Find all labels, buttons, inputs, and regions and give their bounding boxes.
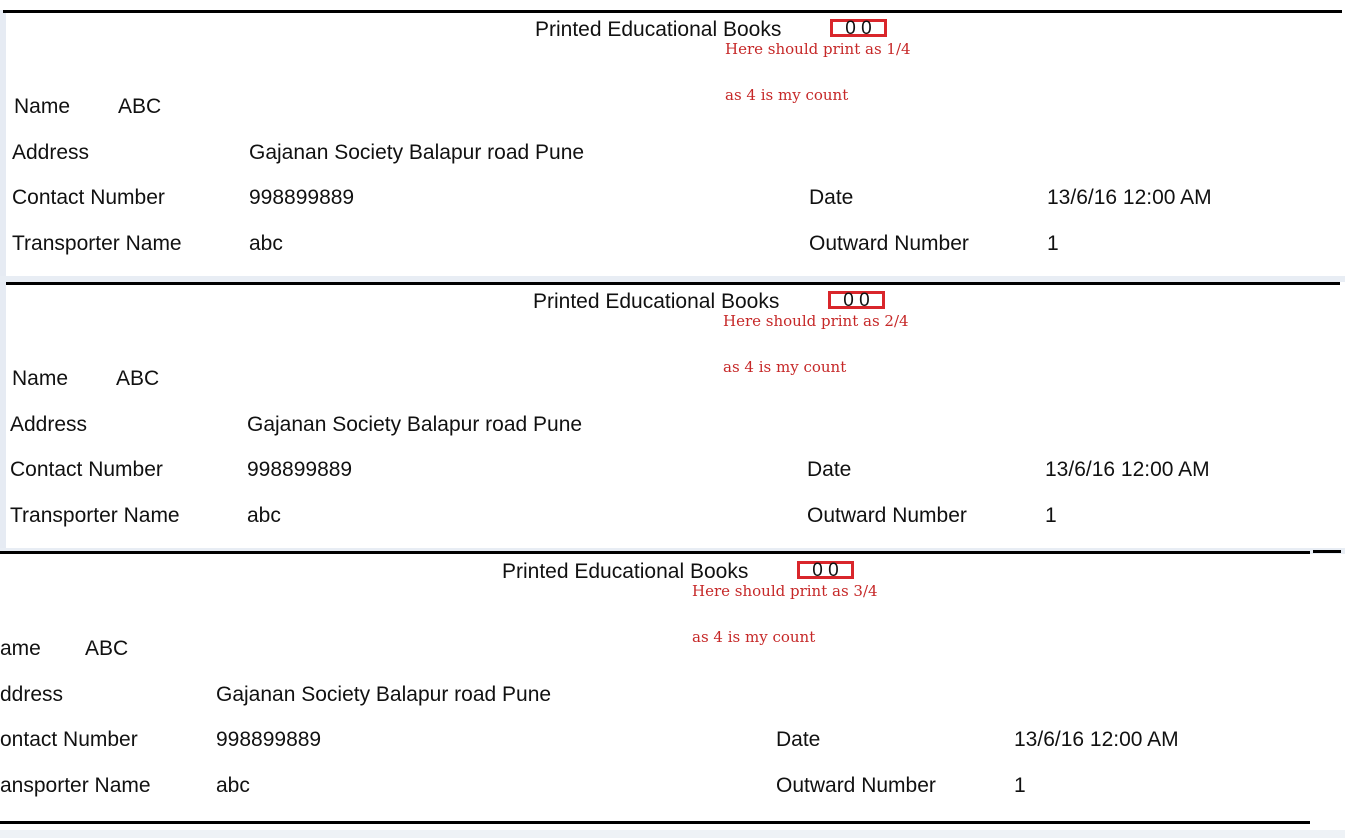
name-label: Name <box>14 95 71 118</box>
contact-value: 998899889 <box>247 458 353 481</box>
outward-value: 1 <box>1045 504 1057 527</box>
page-counter-box: 0 0 <box>830 19 887 37</box>
page-counter-box: 0 0 <box>797 561 854 579</box>
sheet-left-edge <box>0 282 6 554</box>
annotation-note: Here should print as 3/4 <box>692 582 878 600</box>
name-value: ABC <box>116 367 160 390</box>
report-sheet-1 <box>0 10 1345 282</box>
address-value: Gajanan Society Balapur road Pune <box>247 413 583 436</box>
preview-bottom-strip <box>0 830 1345 838</box>
report-title: Printed Educational Books <box>502 560 749 583</box>
report-title: Printed Educational Books <box>535 18 782 41</box>
sheet-top-rule <box>3 10 1342 13</box>
annotation-note: Here should print as 1/4 <box>725 40 911 58</box>
transporter-value: abc <box>216 774 250 797</box>
outward-label: Outward Number <box>807 504 967 527</box>
page-counter-box: 0 0 <box>828 291 885 309</box>
address-label: Address <box>12 141 90 164</box>
transporter-label: Transporter Name <box>12 232 182 255</box>
contact-label: Contact Number <box>10 458 163 481</box>
name-value: ABC <box>118 95 162 118</box>
address-value: Gajanan Society Balapur road Pune <box>249 141 585 164</box>
annotation-note-2: as 4 is my count <box>692 628 816 646</box>
contact-value: 998899889 <box>249 186 355 209</box>
contact-label: ontact Number <box>0 728 138 751</box>
outward-value: 1 <box>1047 232 1059 255</box>
outward-value: 1 <box>1014 774 1026 797</box>
sheet-top-rule <box>6 282 1340 285</box>
sheet-top-rule <box>0 551 1310 554</box>
annotation-note-2: as 4 is my count <box>725 86 849 104</box>
transporter-value: abc <box>247 504 281 527</box>
name-label: ame <box>0 637 41 660</box>
report-title: Printed Educational Books <box>533 290 780 313</box>
date-label: Date <box>809 186 854 209</box>
date-value: 13/6/16 12:00 AM <box>1045 458 1210 481</box>
sheet-left-edge <box>0 10 6 282</box>
contact-label: Contact Number <box>12 186 165 209</box>
date-label: Date <box>807 458 852 481</box>
transporter-label: Transporter Name <box>10 504 180 527</box>
sheet-edge-stub-rule <box>1313 550 1341 553</box>
address-label: ddress <box>0 683 64 706</box>
report-sheet-3 <box>0 551 1310 821</box>
outward-label: Outward Number <box>809 232 969 255</box>
outward-label: Outward Number <box>776 774 936 797</box>
report-sheet-2 <box>0 282 1345 554</box>
name-value: ABC <box>85 637 129 660</box>
date-value: 13/6/16 12:00 AM <box>1014 728 1179 751</box>
annotation-note: Here should print as 2/4 <box>723 312 909 330</box>
contact-value: 998899889 <box>216 728 322 751</box>
transporter-label: ansporter Name <box>0 774 151 797</box>
annotation-note-2: as 4 is my count <box>723 358 847 376</box>
address-label: Address <box>10 413 88 436</box>
address-value: Gajanan Society Balapur road Pune <box>216 683 552 706</box>
transporter-value: abc <box>249 232 283 255</box>
date-label: Date <box>776 728 821 751</box>
sheet-bottom-rule <box>0 821 1310 824</box>
date-value: 13/6/16 12:00 AM <box>1047 186 1212 209</box>
name-label: Name <box>12 367 69 390</box>
